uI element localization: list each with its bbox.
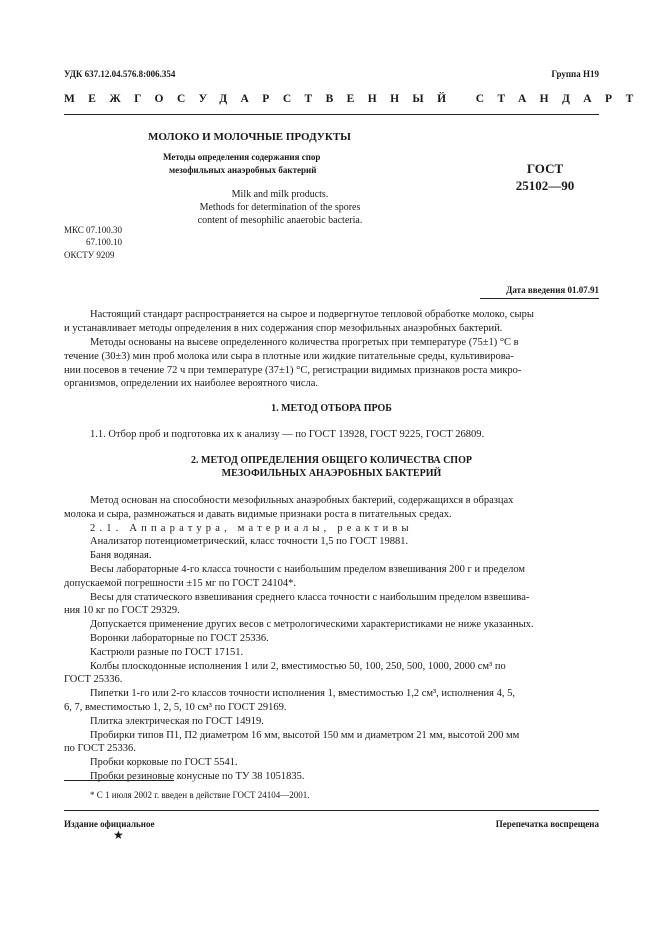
subtitle-line-2: мезофильных анаэробных бактерий [169,165,317,175]
intro-date: Дата введения 01.07.91 [506,285,599,295]
english-title [160,188,400,227]
mks-code-2: 67.100.10 [86,237,122,247]
basis-line-1: Методы основаны на высеве определенного количества прогретых при температуре (75±1) °С в [90,337,519,348]
section-1-1-text: 1.1. Отбор проб и подготовка их к анализу — по ГОСТ 13928, ГОСТ 9225, ГОСТ 26809. [90,429,485,440]
basis-line-4: организмов, определении их наиболее вероятного числа. [64,378,319,390]
method-intro-line-2: молока и сыра, размножаться и давать видимые признаки роста в питательных средах. [64,508,452,520]
item-pipettes-line-2: 6, 7, вместимостью 1, 2, 5, 10 см³ по ГОСТ 29169. [64,701,287,713]
banner-interstate-standard: МЕЖГОСУДАРСТВЕННЫЙ СТАНДАРТ [64,93,647,105]
footnote: * С 1 июля 2002 г. введен в действие ГОСТ 24104—2001. [90,790,310,800]
item-scales-static-line-1: Весы для статического взвешивания среднего класса точности с наибольшим пределом взвешива- [90,591,530,603]
item-scales-lab-line-2: допускаемой погрешности ±15 мг по ГОСТ 24104*. [64,577,296,589]
footnote-rule [64,780,174,781]
star-icon: ★ [113,828,124,842]
english-line-2: Methods for determination of the spores [199,202,361,213]
reprint-prohibited: Перепечатка воспрещена [495,819,599,829]
item-analyzer: Анализатор потенциометрический, класс точности 1,5 по ГОСТ 19881. [90,536,409,548]
header-rule [64,114,599,115]
item-tubes-line-1: Пробирки типов П1, П2 диаметром 16 мм, высотой 150 мм и диаметром 21 мм, высотой 200 мм [90,729,520,741]
section-2-heading-line-1: 2. МЕТОД ОПРЕДЕЛЕНИЯ ОБЩЕГО КОЛИЧЕСТВА СПОР [191,455,472,466]
gost-number: 25102—90 [515,178,575,193]
item-flasks-line-1: Колбы плоскодонные исполнения 1 или 2, вместимостью 50, 100, 250, 500, 1000, 2000 см³ по [90,660,506,672]
footer-rule [64,810,599,811]
group-code: Группа Н19 [551,69,599,79]
section-2-heading-line-2: МЕЗОФИЛЬНЫХ АНАЭРОБНЫХ БАКТЕРИЙ [221,468,442,479]
scope-line-1: Настоящий стандарт распространяется на сырое и подвергнутое тепловой обработке молоко, сыры [90,309,534,320]
item-rubber-stoppers: Пробки резиновые конусные по ТУ 38 1051835. [90,770,305,782]
item-funnels: Воронки лабораторные по ГОСТ 25336. [90,632,269,644]
gost-label: ГОСТ [526,161,564,176]
subsection-2-1-heading: 2.1. Аппаратура, материалы, реактивы [90,522,413,534]
section-1-heading: 1. МЕТОД ОТБОРА ПРОБ [271,403,392,414]
gost-designation [490,160,600,194]
main-title: МОЛОКО И МОЛОЧНЫЕ ПРОДУКТЫ [148,131,351,143]
section-2-heading [64,454,599,480]
item-cork-stoppers: Пробки корковые по ГОСТ 5541. [90,757,238,769]
scope-paragraph [64,308,599,336]
english-line-1: Milk and milk products. [231,189,329,200]
intro-date-rule [480,298,599,299]
okstu-code: ОКСТУ 9209 [64,250,115,260]
item-tubes-line-2: по ГОСТ 25336. [64,743,136,755]
udk-code: УДК 637.12.04.576.8:006.354 [64,69,176,79]
english-line-3: content of mesophilic anaerobic bacteria. [197,215,363,226]
mks-code-1: МКС 07.100.30 [64,225,123,235]
basis-line-3: нии посевов в течение 72 ч при температуре (37±1) °С, регистрации видимых признаков роста микро- [64,364,522,376]
item-scales-static-line-2: ния 10 кг по ГОСТ 29329. [64,605,180,617]
subtitle-line-1: Методы определения содержания спор [163,152,321,162]
scope-line-2: и устанавливает методы определения в них содержания спор мезофильных анаэробных бактерий. [64,322,503,334]
official-edition: Издание официальное [64,819,155,829]
item-pots: Кастрюли разные по ГОСТ 17151. [90,646,244,658]
item-allowed-other-scales: Допускается применение других весов с метрологическими характеристиками не ниже указанных. [90,619,534,631]
item-flasks-line-2: ГОСТ 25336. [64,674,123,686]
item-scales-lab-line-1: Весы лабораторные 4-го класса точности с наибольшим пределом взвешивания 200 г и пределом [90,563,526,575]
section-2-body [64,494,599,784]
method-basis-paragraph [64,336,599,391]
method-intro-line-1: Метод основан на способности мезофильных анаэробных бактерий, содержащихся в образцах [90,495,514,506]
item-pipettes-line-1: Пипетки 1-го или 2-го классов точности исполнения 1, вместимостью 1,2 см³, исполнения 4, 5, [90,688,515,700]
item-water-bath: Баня водяная. [90,550,152,562]
item-hotplate: Плитка электрическая по ГОСТ 14919. [90,715,264,727]
basis-line-2: течение (30±3) мин проб молока или сыра в плотные или жидкие питательные среды, культивирова- [64,350,514,362]
